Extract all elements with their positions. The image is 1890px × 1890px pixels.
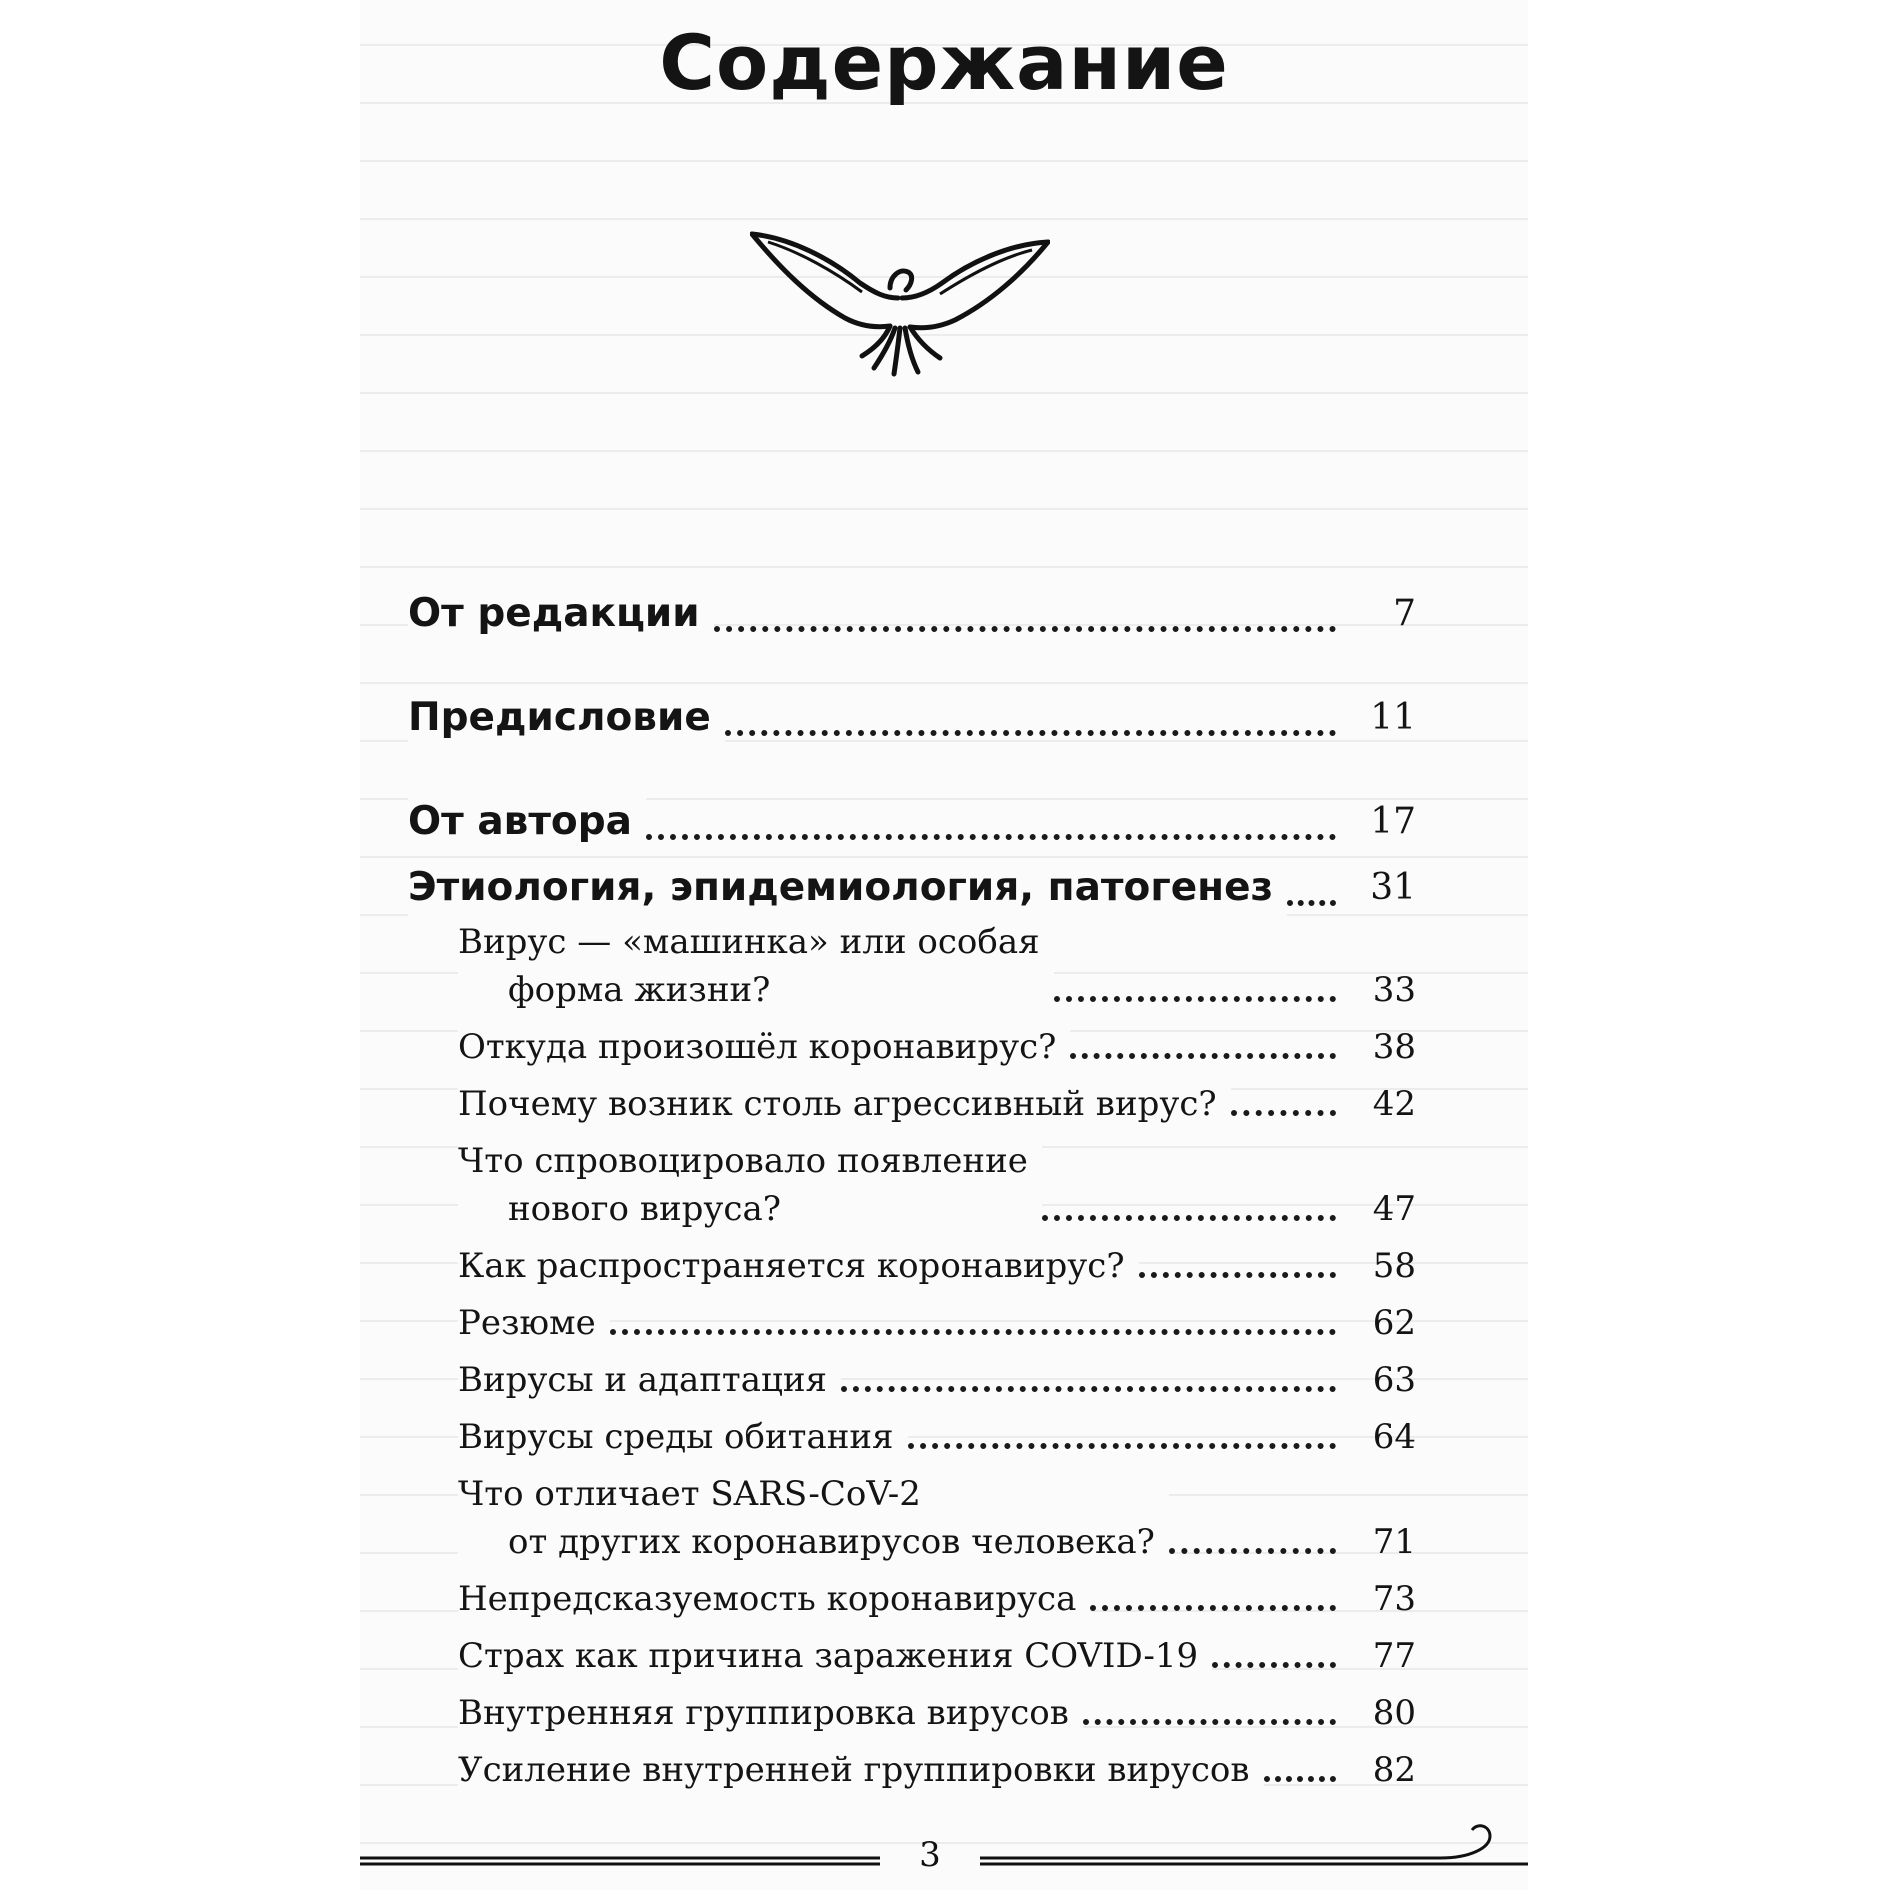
toc-page-number: 73 [1372,1579,1416,1619]
toc-chapter[interactable] [408,644,1416,748]
toc-section-title: Внутренняя группировка вирусов [458,1689,1083,1737]
page-title: Содержание [659,18,1229,107]
toc-section-title: Как распространяется коронавирус? [458,1242,1139,1290]
toc-page-number: 64 [1372,1417,1416,1457]
toc-section-title: Резюме [458,1299,610,1347]
toc-section-title [458,918,1054,1014]
dot-leader [1070,1053,1336,1059]
toc-section-title: Откуда произошёл коронавирус? [458,1023,1070,1071]
toc-chapter-title: Этиология, эпидемиология, патогенез [408,858,1287,918]
toc-section-line: форма жизни? [508,970,771,1010]
toc-page-number: 58 [1372,1246,1416,1286]
toc-section-line: Что спровоцировало появление [458,1141,1028,1181]
toc-section[interactable] [458,1137,1416,1233]
toc-page-number: 38 [1372,1027,1416,1067]
dot-leader [908,1443,1336,1449]
toc-section[interactable] [458,1689,1416,1737]
toc-section-title [458,1470,1169,1566]
dot-leader [841,1386,1336,1392]
toc-page-number: 7 [1393,593,1416,634]
toc-section-title: Усиление внутренней группировки вирусов [458,1746,1264,1794]
toc-section[interactable] [458,918,1416,1014]
dot-leader [1042,1215,1336,1221]
dot-leader [610,1329,1336,1335]
toc-section-line: от других коронавирусов человека? [508,1522,1155,1562]
toc-section[interactable] [458,1470,1416,1566]
toc-section[interactable] [458,1746,1416,1794]
toc-section[interactable] [458,1632,1416,1680]
dot-leader [1212,1662,1336,1668]
dot-leader [1090,1605,1336,1611]
dove-icon [750,228,1050,378]
toc-section[interactable] [458,1242,1416,1290]
dot-leader [1231,1110,1336,1116]
toc-section[interactable] [458,1575,1416,1623]
dot-leader [1264,1776,1336,1782]
toc-page-number: 80 [1372,1693,1416,1733]
toc-section-title: Вирусы среды обитания [458,1413,908,1461]
toc-section-title: Страх как причина заражения COVID-19 [458,1632,1212,1680]
toc-chapter[interactable] [408,540,1416,644]
book-page [360,0,1528,1890]
toc-page-number: 82 [1372,1750,1416,1790]
toc-page-number: 42 [1372,1084,1416,1124]
toc-section-line: Вирус — «машинка» или особая [458,922,1040,962]
toc-page-number: 71 [1372,1522,1416,1562]
dot-leader [1287,900,1336,906]
dot-leader [714,626,1336,632]
toc-page-number: 77 [1372,1636,1416,1676]
toc-page-number: 33 [1372,970,1416,1010]
dot-leader [1169,1548,1336,1554]
toc-chapter[interactable] [408,748,1416,852]
dot-leader [1054,996,1336,1002]
toc-chapter[interactable] [408,852,1416,918]
toc-section[interactable] [458,1023,1416,1071]
toc-chapter-title: От редакции [408,584,714,644]
toc-section[interactable] [458,1356,1416,1404]
toc-section-title: Непредсказуемость коронавируса [458,1575,1090,1623]
toc-page-number: 11 [1370,697,1416,738]
toc-chapter-title: Предисловие [408,688,725,748]
dot-leader [725,730,1336,736]
ornamental-rule [360,1808,1528,1868]
toc-section[interactable] [458,1413,1416,1461]
toc-page-number: 63 [1372,1360,1416,1400]
toc-section-title: Почему возник столь агрессивный вирус? [458,1080,1231,1128]
toc-section-line: нового вируса? [508,1189,781,1229]
table-of-contents [408,540,1416,1803]
toc-section-title [458,1137,1042,1233]
toc-page-number: 47 [1372,1189,1416,1229]
dot-leader [1139,1272,1336,1278]
toc-section-title: Вирусы и адаптация [458,1356,841,1404]
toc-page-number: 17 [1370,801,1416,842]
toc-section[interactable] [458,1299,1416,1347]
toc-page-number: 31 [1370,867,1416,908]
page-number: 3 [919,1835,941,1868]
dot-leader [646,834,1336,840]
dot-leader [1083,1719,1336,1725]
toc-section[interactable] [458,1080,1416,1128]
toc-page-number: 62 [1372,1303,1416,1343]
toc-section-line: Что отличает SARS-CoV-2 [458,1474,921,1514]
toc-chapter-title: От автора [408,792,646,852]
